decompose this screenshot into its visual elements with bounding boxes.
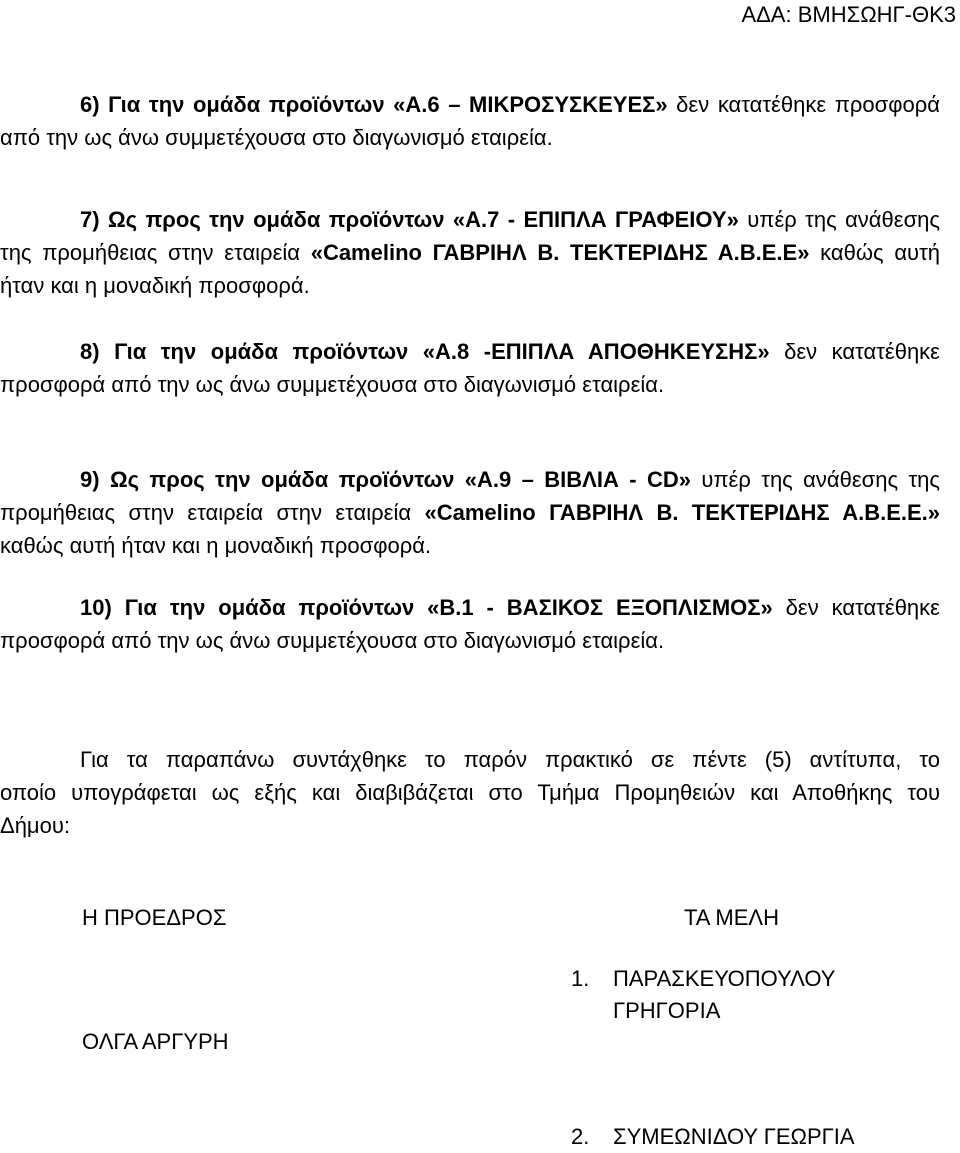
product-group-name: «Α.8 -ΕΠΙΠΛΑ ΑΠΟΘΗΚΕΥΣΗΣ» — [422, 339, 770, 364]
closing-paragraph — [0, 743, 940, 842]
paragraph-item-7 — [0, 203, 940, 302]
company-name: «Camelino ΓΑΒΡΙΗΛ Β. ΤΕΚΤΕΡΙΔΗΣ Α.Β.Ε.Ε» — [310, 240, 810, 265]
item-body-text: καθώς αυτή ήταν και η μοναδική προσφορά. — [0, 240, 940, 298]
product-group-name: «Α.6 – ΜΙΚΡΟΣΥΣΚΕΥΕΣ» — [393, 92, 668, 117]
closing-text: Για τα παραπάνω συντάχθηκε το παρόν πρακτικό σε πέντε (5) αντίτυπα, το οποίο υπογράφεται ως εξής και διαβιβάζεται στο Τμήμα Προμηθειών και Αποθήκης του Δήμου: — [0, 747, 940, 838]
item-body-text: υπέρ της ανάθεσης της προμήθειας στην εταιρεία — [0, 207, 940, 265]
product-group-name: «Α.7 - ΕΠΙΠΛΑ ΓΡΑΦΕΙΟΥ» — [452, 207, 739, 232]
product-group-name: «Β.1 - ΒΑΣΙΚΟΣ ΕΞΟΠΛΙΣΜΟΣ» — [427, 595, 773, 620]
item-number-text: 6) Για την ομάδα προϊόντων — [80, 92, 385, 117]
president-title: Η ΠΡΟΕΔΡΟΣ — [82, 905, 227, 930]
member-name: ΣΥΜΕΩΝΙΔΟΥ ΓΕΩΡΓΙΑ — [613, 1124, 855, 1149]
paragraph-item-10 — [0, 591, 940, 657]
item-body-text: υπέρ της ανάθεσης της προμήθειας στην εταιρεία στην εταιρεία — [0, 467, 940, 525]
paragraph-item-8 — [0, 335, 940, 401]
item-number-text: 7) Ως προς την ομάδα προϊόντων — [80, 207, 445, 232]
product-group-name: «Α.9 – ΒΙΒΛΙΑ - CD» — [464, 467, 691, 492]
member-name: ΠΑΡΑΣΚΕΥΟΠΟΥΛΟΥ ΓΡΗΓΟΡΙΑ — [613, 966, 836, 1023]
item-number-text: 9) Ως προς την ομάδα προϊόντων — [80, 467, 455, 492]
item-body-text: δεν κατατέθηκε προσφορά από την ως άνω συμμετέχουσα στο διαγωνισμό εταιρεία. — [0, 595, 940, 653]
member-number: 2. — [571, 1124, 590, 1149]
item-number-text: 10) Για την ομάδα προϊόντων — [80, 595, 415, 620]
item-number-text: 8) Για την ομάδα προϊόντων — [80, 339, 409, 364]
item-body-text: δεν κατατέθηκε προσφορά από την ως άνω συμμετέχουσα στο διαγωνισμό εταιρεία. — [0, 92, 940, 150]
president-name: ΟΛΓΑ ΑΡΓΥΡΗ — [82, 1029, 229, 1054]
item-body-text: καθώς αυτή ήταν και η μοναδική προσφορά. — [0, 533, 432, 558]
paragraph-item-6 — [0, 88, 940, 154]
paragraph-item-9 — [0, 463, 940, 562]
document-code: ΑΔΑ: ΒΜΗΣΩΗΓ-ΘΚ3 — [741, 2, 956, 27]
members-title: ΤΑ ΜΕΛΗ — [684, 905, 779, 930]
item-body-text: δεν κατατέθηκε προσφορά από την ως άνω συμμετέχουσα στο διαγωνισμό εταιρεία. — [0, 339, 940, 397]
member-number: 1. — [571, 966, 590, 991]
company-name: «Camelino ΓΑΒΡΙΗΛ Β. ΤΕΚΤΕΡΙΔΗΣ Α.Β.Ε.Ε.» — [424, 500, 941, 525]
